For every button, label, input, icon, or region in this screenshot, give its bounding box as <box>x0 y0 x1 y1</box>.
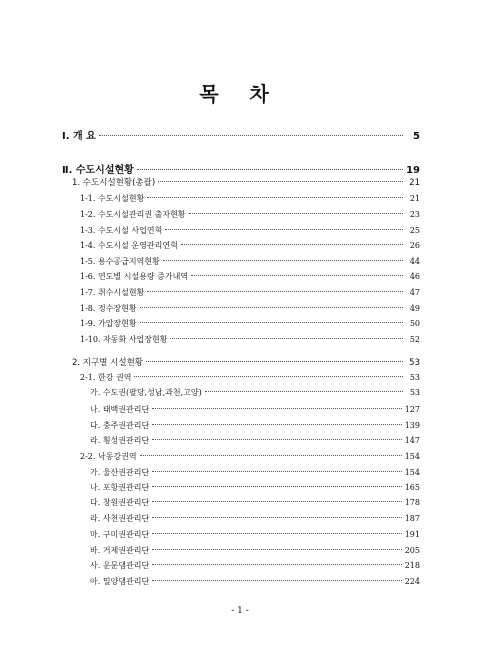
toc-entry-label: Ⅱ. 수도시설현황 <box>62 165 134 176</box>
dot-leader <box>170 338 403 339</box>
toc-entry-label: 나. 포항권관리단 <box>90 483 150 492</box>
dot-leader <box>152 580 402 581</box>
page-number: - 1 - <box>231 606 249 616</box>
toc-entry-label: 1-6. 연도별 시설용량 증가내역 <box>80 272 189 281</box>
toc-entry <box>80 193 420 207</box>
dot-leader <box>137 169 403 170</box>
toc-entry-page: 165 <box>404 483 420 492</box>
toc-entry-page: 205 <box>404 546 420 555</box>
dot-leader <box>152 501 402 502</box>
toc-entry-label: 1-4. 수도시설 운영관리연혁 <box>80 241 178 250</box>
toc-entry-page: 218 <box>404 561 420 570</box>
toc-entry <box>62 127 420 141</box>
toc-entry-page: 46 <box>409 272 420 281</box>
toc-entry <box>80 225 420 239</box>
toc-entry-page: 178 <box>404 498 420 507</box>
toc-entry <box>90 435 420 449</box>
dot-leader <box>165 229 403 230</box>
toc-entry-label: 가. 울산권관리단 <box>90 468 150 477</box>
dot-leader <box>152 471 402 472</box>
dot-leader <box>140 307 403 308</box>
toc-entry-page: 21 <box>409 194 420 203</box>
toc-entry-label: 아. 밀양댐관리단 <box>90 577 150 586</box>
dot-leader <box>189 213 403 214</box>
toc-entry-label: 1-7. 취수시설현황 <box>80 288 145 297</box>
toc-entry-label: 1-5. 용수공급지역현황 <box>80 257 160 266</box>
toc-entry-label: 나. 태백권관리단 <box>90 405 150 414</box>
toc-entry <box>72 356 420 370</box>
toc-entry-page: 224 <box>404 577 420 586</box>
dot-leader <box>205 391 403 392</box>
dot-leader <box>152 439 402 440</box>
toc-entry-page: 187 <box>404 514 420 523</box>
toc-entry <box>90 560 420 574</box>
toc-entry-page: 44 <box>409 257 420 266</box>
dot-leader <box>99 135 403 136</box>
toc-entry <box>90 497 420 511</box>
dot-leader <box>147 291 403 292</box>
toc-entry-page: 53 <box>409 373 420 382</box>
toc-entry <box>90 387 420 401</box>
toc-entry <box>80 451 420 465</box>
toc-entry-page: 154 <box>404 468 420 477</box>
toc-entry <box>90 482 420 496</box>
toc-entry-label: 1-10. 자동화 사업장현황 <box>80 335 168 344</box>
toc-entry-page: 127 <box>404 405 420 414</box>
toc-entry-page: 47 <box>409 288 420 297</box>
dot-leader <box>191 275 403 276</box>
toc-entry <box>80 334 420 348</box>
toc-entry-label: 1-1. 수도시설현황 <box>80 194 145 203</box>
toc-entry <box>80 287 420 301</box>
toc-entry-label: 라. 사천권관리단 <box>90 514 150 523</box>
toc-entry-page: 147 <box>404 436 420 445</box>
dot-leader <box>140 322 403 323</box>
dot-leader <box>146 361 403 362</box>
toc-entry-page: 191 <box>404 530 420 539</box>
toc-entry <box>90 576 420 590</box>
toc-entry <box>80 271 420 285</box>
toc-entry <box>62 161 420 175</box>
toc-entry <box>90 513 420 527</box>
dot-leader <box>152 564 402 565</box>
toc-entry-page: 139 <box>404 421 420 430</box>
toc-entry-label: 라. 횡성권관리단 <box>90 436 150 445</box>
toc-entry <box>90 404 420 418</box>
toc-entry-label: 바. 거제권관리단 <box>90 546 150 555</box>
dot-leader <box>134 376 403 377</box>
toc-entry-label: 2. 지구별 시설현황 <box>72 358 143 368</box>
toc-entry <box>80 209 420 223</box>
toc-entry-label: 1-3. 수도시설 사업연혁 <box>80 226 163 235</box>
dot-leader <box>152 408 402 409</box>
toc-entry-label: 1-2. 수도시설관리권 출자현황 <box>80 210 186 219</box>
toc-entry-label: 다. 창원권관리단 <box>90 498 150 507</box>
toc-entry <box>80 256 420 270</box>
toc-entry-label: 사. 운문댐관리단 <box>90 561 150 570</box>
dot-leader <box>152 549 402 550</box>
toc-entry <box>72 176 420 190</box>
toc-entry-label: 가. 수도권(팔당,성남,과천,고양) <box>90 388 202 397</box>
toc-entry <box>80 240 420 254</box>
toc-entry-page: 154 <box>404 452 420 461</box>
toc-entry-page: 19 <box>406 165 420 176</box>
dot-leader <box>158 181 403 182</box>
toc-entry <box>90 420 420 434</box>
toc-entry-page: 53 <box>409 358 420 368</box>
toc-entry-label: 2-2. 낙동강권역 <box>80 452 137 461</box>
toc-entry <box>80 318 420 332</box>
toc-entry <box>90 467 420 481</box>
toc-entry-page: 49 <box>409 304 420 313</box>
toc-entry <box>80 372 420 386</box>
toc-entry-label: 1-8. 정수장현황 <box>80 304 137 313</box>
dot-leader <box>152 533 402 534</box>
toc-entry-label: 다. 충주권관리단 <box>90 421 150 430</box>
page-title: 목 차 <box>199 82 281 106</box>
dot-leader <box>152 424 402 425</box>
toc-entry-page: 53 <box>409 388 420 397</box>
dot-leader <box>147 197 403 198</box>
toc-entry-page: 25 <box>409 226 420 235</box>
toc-entry-page: 50 <box>409 319 420 328</box>
toc-entry-page: 52 <box>409 335 420 344</box>
toc-entry <box>90 529 420 543</box>
toc-entry-page: 21 <box>409 178 420 188</box>
dot-leader <box>152 517 402 518</box>
toc-entry <box>80 303 420 317</box>
dot-leader <box>140 455 402 456</box>
dot-leader <box>152 486 402 487</box>
toc-entry-label: 1-9. 가압장현황 <box>80 319 137 328</box>
toc-entry-label: 마. 구미권관리단 <box>90 530 150 539</box>
toc-entry-page: 26 <box>409 241 420 250</box>
toc-entry-label: Ⅰ. 개 요 <box>62 131 96 142</box>
toc-entry-page: 5 <box>413 131 420 142</box>
dot-leader <box>163 260 403 261</box>
dot-leader <box>181 244 403 245</box>
toc-entry-page: 23 <box>409 210 420 219</box>
toc-entry-label: 1. 수도시설현황(총괄) <box>72 178 156 188</box>
toc-entry <box>90 545 420 559</box>
toc-entry-label: 2-1. 한강 권역 <box>80 373 132 382</box>
